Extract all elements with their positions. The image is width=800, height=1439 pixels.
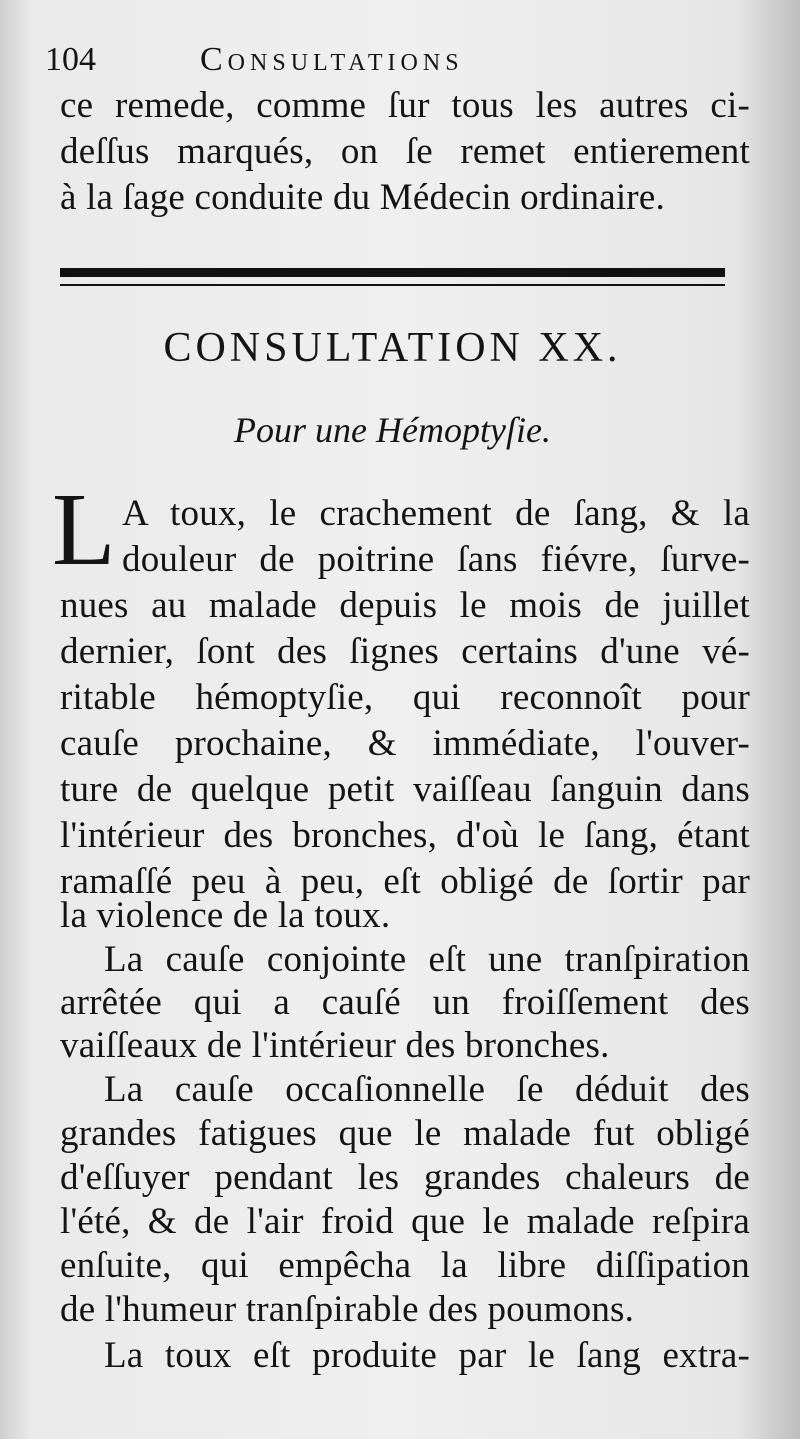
text-line: dernier, ſont des ſignes certains d'une vé-: [60, 631, 750, 672]
text-line: à la ſage conduite du Médecin ordinaire.: [60, 177, 665, 218]
running-head: [45, 38, 645, 82]
text-line: arrêtée qui a cauſé un froiſſement des: [60, 982, 750, 1023]
text-line: ture de quelque petit vaiſſeau ſanguin dans: [60, 769, 750, 810]
text-line: cauſe prochaine, & immédiate, l'ouver-: [60, 723, 750, 764]
text-line: ramaſſé peu à peu, eſt obligé de ſortir par: [60, 861, 750, 902]
text-line: La cauſe conjointe eſt une tranſpiration: [104, 939, 750, 980]
text-line: douleur de poitrine ſans fiévre, ſurve-: [122, 539, 750, 580]
text-line: ritable hémoptyſie, qui reconnoît pour: [60, 677, 750, 718]
drop-cap: L: [52, 472, 116, 587]
text-line: l'été, & de l'air froid que le malade reſpira: [60, 1201, 750, 1242]
running-title: Consultations: [200, 41, 464, 78]
section-rule-thick: [60, 268, 725, 277]
text-line: La toux eſt produite par le ſang extra-: [104, 1335, 750, 1376]
text-line: grandes fatigues que le malade fut obligé: [60, 1113, 750, 1154]
text-line: ce remede, comme ſur tous les autres ci-: [60, 85, 750, 126]
text-line: vaiſſeaux de l'intérieur des bronches.: [60, 1025, 610, 1066]
page-number: 104: [45, 41, 96, 78]
section-rule-thin: [60, 284, 725, 286]
text-line: l'intérieur des bronches, d'où le ſang, étant: [60, 815, 750, 856]
text-line: de l'humeur tranſpirable des poumons.: [60, 1289, 635, 1330]
section-subheading: Pour une Hémoptyſie.: [234, 410, 551, 450]
text-line: A toux, le crachement de ſang, & la: [122, 493, 750, 534]
text-line: enſuite, qui empêcha la libre diſſipation: [60, 1245, 750, 1286]
text-line: nues au malade depuis le mois de juillet: [60, 585, 750, 626]
text-line: La cauſe occaſionnelle ſe déduit des: [104, 1069, 750, 1110]
text-line: d'eſſuyer pendant les grandes chaleurs de: [60, 1157, 750, 1198]
text-line: la violence de la toux.: [60, 895, 391, 936]
text-line: deſſus marqués, on ſe remet entierement: [60, 131, 750, 172]
section-heading: CONSULTATION XX.: [163, 325, 622, 371]
